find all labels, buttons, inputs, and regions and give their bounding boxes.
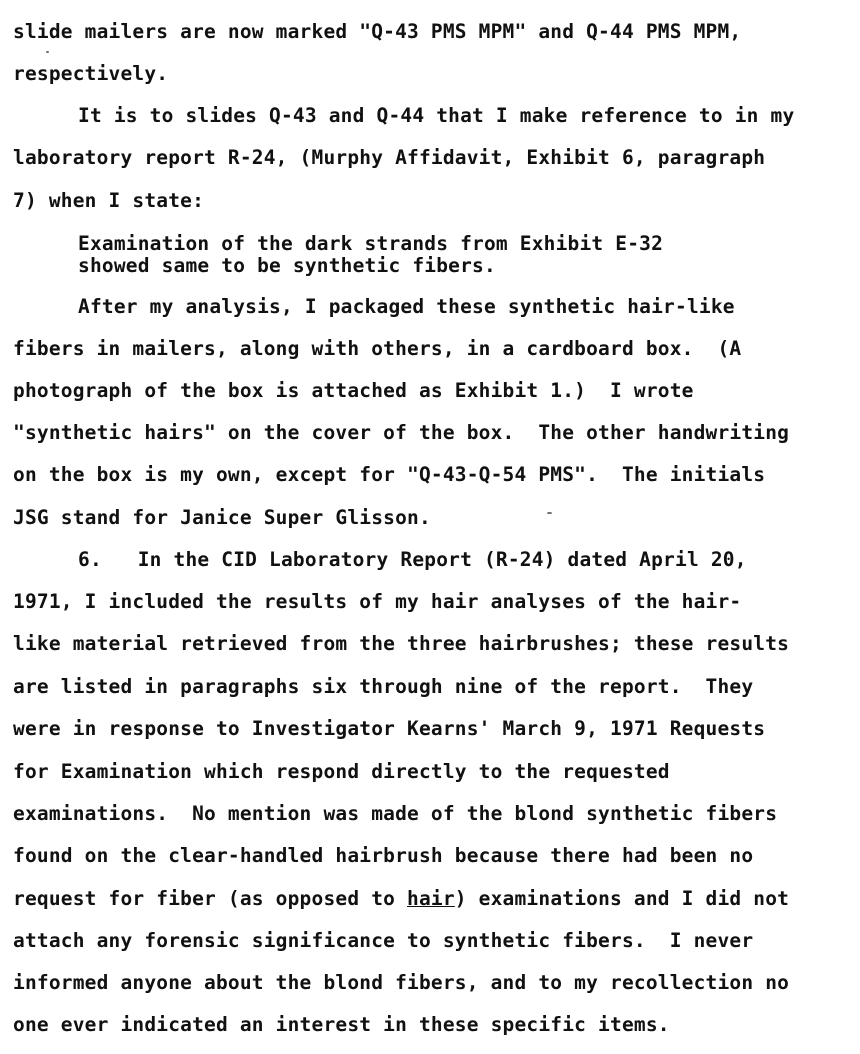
scan-speck <box>547 512 552 514</box>
block-quote-line-1: Examination of the dark strands from Exhibit E-32 <box>78 232 664 255</box>
block-quote-line-2: showed same to be synthetic fibers. <box>78 254 496 277</box>
text-line-4: laboratory report R-24, (Murphy Affidavit, Exhibit 6, paragraph <box>13 146 766 169</box>
text-line-1: slide mailers are now marked "Q-43 PMS MPM" and Q-44 PMS MPM, <box>13 20 742 43</box>
text-line-12: on the box is my own, except for "Q-43-Q-54 PMS". The initials <box>13 463 766 486</box>
text-line-3: It is to slides Q-43 and Q-44 that I make reference to in my <box>78 104 795 127</box>
text-line-8: After my analysis, I packaged these synthetic hair-like <box>78 295 735 318</box>
text-line-18: were in response to Investigator Kearns' March 9, 1971 Requests <box>13 717 766 740</box>
underlined-word-hair: hair <box>407 887 455 910</box>
text-line-16: like material retrieved from the three hairbrushes; these results <box>13 632 790 655</box>
text-line-15: 1971, I included the results of my hair analyses of the hair- <box>13 590 742 613</box>
text-line-19: for Examination which respond directly to the requested <box>13 760 670 783</box>
text-line-10: photograph of the box is attached as Exhibit 1.) I wrote <box>13 379 694 402</box>
text-line-20: examinations. No mention was made of the blond synthetic fibers <box>13 802 778 825</box>
text-line-22-before: request for fiber (as opposed to <box>13 887 408 910</box>
text-line-11: "synthetic hairs" on the cover of the box. The other handwriting <box>13 421 790 444</box>
text-line-23: attach any forensic significance to synthetic fibers. I never <box>13 929 754 952</box>
text-line-2: respectively. <box>13 62 169 85</box>
text-line-5: 7) when I state: <box>13 189 205 212</box>
paragraph-6-line-1: 6. In the CID Laboratory Report (R-24) dated April 20, <box>78 548 747 571</box>
text-line-25: one ever indicated an interest in these specific items. <box>13 1013 670 1036</box>
text-line-9: fibers in mailers, along with others, in a cardboard box. (A <box>13 337 742 360</box>
text-line-24: informed anyone about the blond fibers, and to my recollection no <box>13 971 790 994</box>
scan-speck <box>46 51 49 53</box>
text-line-22 <box>13 889 789 909</box>
text-line-22-after: ) examinations and I did not <box>454 887 790 910</box>
text-line-17: are listed in paragraphs six through nine of the report. They <box>13 675 754 698</box>
text-line-13: JSG stand for Janice Super Glisson. <box>13 506 431 529</box>
text-line-21: found on the clear-handled hairbrush because there had been no <box>13 844 754 867</box>
